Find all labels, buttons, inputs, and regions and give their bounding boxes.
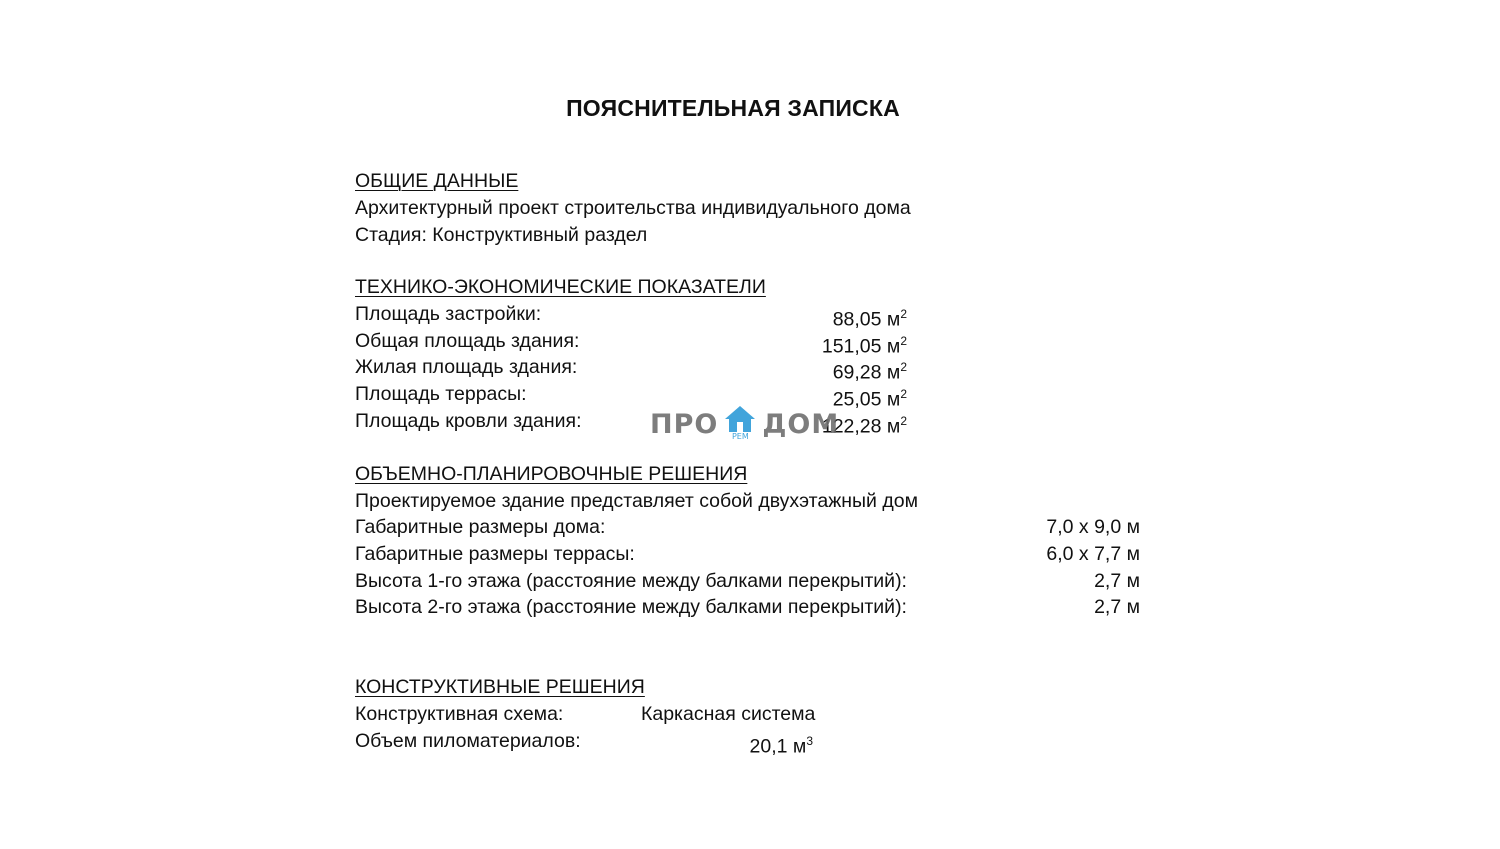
general-line-project: Архитектурный проект строительства индивидуального дома: [355, 197, 911, 219]
logo-subtext: РЕМ: [731, 432, 749, 441]
opr-row-value: 2,7 м: [1094, 596, 1140, 618]
opr-intro: Проектируемое здание представляет собой двухэтажный дом: [355, 490, 918, 512]
opr-heading: ОБЪЕМНО-ПЛАНИРОВОЧНЫЕ РЕШЕНИЯ: [355, 463, 748, 485]
tep-heading: ТЕХНИКО-ЭКОНОМИЧЕСКИЕ ПОКАЗАТЕЛИ: [355, 276, 766, 298]
opr-row-label: Габаритные размеры дома:: [355, 516, 606, 538]
document-title: ПОЯСНИТЕЛЬНАЯ ЗАПИСКА: [566, 95, 900, 121]
kr-row-label: Объем пиломатериалов:: [355, 730, 581, 752]
tep-row-value: 25,05 $м^2$: [832, 387, 907, 411]
kr-row-value: Каркасная система: [641, 703, 816, 725]
tep-row-value: 69,28 $м^2$: [832, 360, 907, 384]
opr-row-value: 7,0 x 9,0 м: [1046, 516, 1140, 538]
tep-row-label: Общая площадь здания:: [355, 330, 580, 352]
tep-row-value: 88,05 $м^2$: [832, 307, 907, 331]
tep-row-value: 151,05 $м^2$: [821, 334, 907, 358]
tep-row-label: Площадь застройки:: [355, 303, 542, 325]
logo-text-right: ДОМ: [762, 408, 840, 440]
opr-row-label: Габаритные размеры террасы:: [355, 543, 635, 565]
opr-row-value: 2,7 м: [1094, 570, 1140, 592]
tep-row-label: Жилая площадь здания:: [355, 356, 578, 378]
tep-row-label: Площадь террасы:: [355, 383, 527, 405]
general-line-stage: Стадия: Конструктивный раздел: [355, 224, 648, 246]
tep-row-label: Площадь кровли здания:: [355, 410, 582, 432]
opr-row-value: 6,0 x 7,7 м: [1046, 543, 1140, 565]
opr-row-label: Высота 2-го этажа (расстояние между балками перекрытий):: [355, 596, 907, 618]
logo-text-left: ПРО: [650, 408, 719, 440]
kr-heading: КОНСТРУКТИВНЫЕ РЕШЕНИЯ: [355, 676, 645, 698]
general-heading: ОБЩИЕ ДАННЫЕ: [355, 170, 519, 192]
opr-row-label: Высота 1-го этажа (расстояние между балками перекрытий):: [355, 570, 907, 592]
kr-row-value: 20,1 $м^3$: [749, 734, 813, 758]
kr-row-label: Конструктивная схема:: [355, 703, 564, 725]
tep-row-value: 122,28 $м^2$: [821, 414, 907, 438]
house-icon: [722, 404, 758, 444]
watermark-logo: [650, 404, 850, 444]
